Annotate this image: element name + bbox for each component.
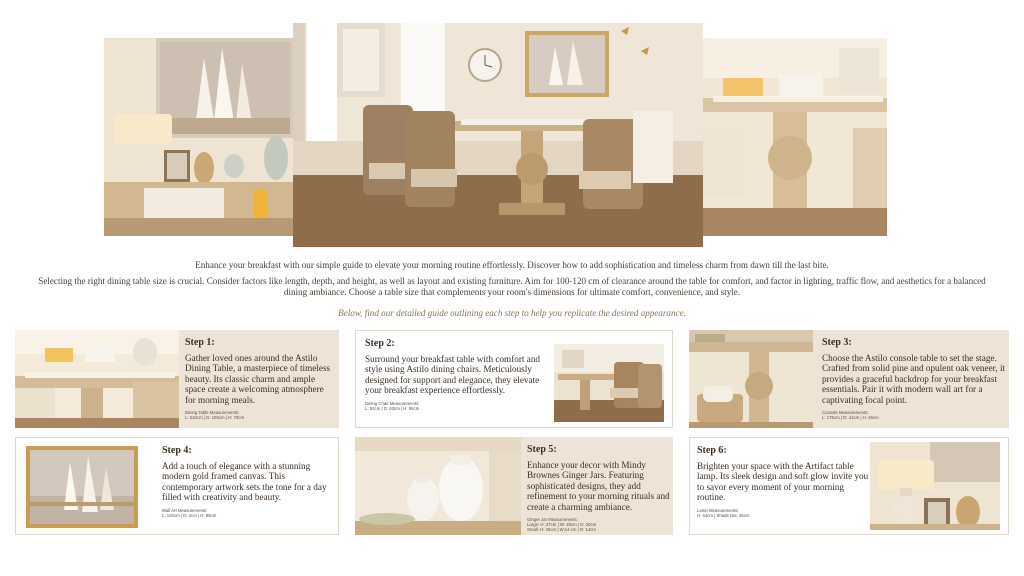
- intro-paragraph-1: Enhance your breakfast with our simple guide to elevate your morning routine effortlessly. Discover how to add sophistication and timeless charm from dawn till the last bite.: [195, 260, 829, 270]
- dining-table-illustration: [15, 330, 179, 428]
- intro-guide-note: Below, find our detailed guide outlining each step to help you replicate the desired appearance.: [338, 308, 686, 318]
- hero-image-table-set: [703, 38, 887, 236]
- step-3-measurements: L: 175cm | D: 41cm | H: 46cm: [822, 415, 879, 421]
- step-5-measurements-small: Small: H: 26cm | W:14 cm | D: 14cm: [527, 527, 597, 533]
- step-4-measurements: L: 120cm | D: 4cm | H: 90cm: [162, 512, 217, 518]
- step-2-title: Step 2:: [365, 338, 395, 349]
- step-6-description: Brighten your space with the Artifact table lamp. Its sleek design and soft glow invite you to savor every moment of your morning routine.: [697, 461, 869, 503]
- step-1-title: Step 1:: [185, 337, 215, 348]
- dining-chairs-illustration: [554, 344, 664, 422]
- step-card-2: [355, 330, 673, 428]
- intro-paragraph-2: Selecting the right dining table size is crucial. Consider factors like length, depth, and height, as well as layout and existing furniture. Aim for 100-120 cm of clearance around the table for comfort, and factor in lighting, traffic flow, and aesthetics for a balanced dining ambiance. Choose a table size that complements your room's dimensions for ultimate comfort, convenience, and style.: [38, 276, 986, 297]
- sideboard-scene-illustration: [104, 38, 294, 236]
- step-3-description: Choose the Astilo console table to set the stage. Crafted from solid pine and opulent oak veneer, it provides a graceful backdrop for your breakfast essentials. Pair it with modern wall art for a captivating focal point.: [822, 353, 1006, 405]
- step-2-measurements-label: Dining Chair Measurements:: [365, 400, 420, 406]
- step-6-measurements: H: 64cm | Shade Dia: 46cm: [697, 512, 750, 518]
- step-card-4: [15, 437, 339, 535]
- step-5-image-ginger-jars: [355, 437, 521, 535]
- hero-image-dining-room: [293, 23, 703, 247]
- table-set-illustration: [703, 38, 887, 236]
- step-4-title: Step 4:: [162, 445, 192, 456]
- step-card-1: [15, 330, 339, 428]
- step-6-image-table-lamp: [870, 442, 1000, 530]
- table-lamp-illustration: [870, 442, 1000, 530]
- step-3-title: Step 3:: [822, 337, 852, 348]
- step-1-measurements: L: 210cm | D: 105cm | H: 78cm: [185, 415, 245, 421]
- step-4-description: Add a touch of elegance with a stunning modern gold framed canvas. This contemporary artwork sets the tone for a day filled with creativity and beauty.: [162, 461, 327, 503]
- step-card-3: [689, 330, 1009, 428]
- step-5-title: Step 5:: [527, 444, 557, 455]
- step-6-measurements-label: Lamp Measurements:: [697, 507, 739, 513]
- dining-room-illustration: [293, 23, 703, 247]
- framed-canvas-illustration: [26, 446, 138, 528]
- step-1-image-dining-table: [15, 330, 179, 428]
- step-card-6: [689, 437, 1009, 535]
- step-2-image-dining-chairs: [554, 344, 664, 422]
- hero-collage: [0, 0, 1024, 250]
- step-1-description: Gather loved ones around the Astilo Dining Table, a masterpiece of timeless beauty. Its classic charm and ample space create a welcoming atmosphere for morning meals.: [185, 353, 331, 405]
- step-2-measurements: L: 52cm | D: 63cm | H: 95cm: [365, 405, 420, 411]
- step-2-description: Surround your breakfast table with comfort and style using Astilo dining chairs. Meticulously designed for support and elegance, they elevate your breakfast experience effortlessly.: [365, 354, 541, 396]
- hero-image-sideboard: [104, 38, 294, 236]
- ginger-jars-illustration: [355, 437, 521, 535]
- step-card-5: [355, 437, 673, 535]
- step-4-measurements-label: Wall Art Measurements:: [162, 507, 208, 513]
- step-5-measurements-large: Large: H: 37cm | W: 20cm | D: 20cm: [527, 522, 597, 528]
- step-1-measurements-label: Dining Table Measurements:: [185, 410, 240, 416]
- step-6-title: Step 6:: [697, 445, 727, 456]
- step-4-image-wall-art: [26, 446, 138, 528]
- console-table-illustration: [689, 330, 813, 428]
- step-5-measurements-label: Ginger Jar Measurements:: [527, 517, 578, 523]
- step-3-image-console-table: [689, 330, 813, 428]
- step-5-description: Enhance your decor with Mindy Brownes Ginger Jars. Featuring sophisticated designs, they add refinement to your morning rituals and create a charming ambiance.: [527, 460, 670, 512]
- step-3-measurements-label: Console Measurements:: [822, 410, 869, 416]
